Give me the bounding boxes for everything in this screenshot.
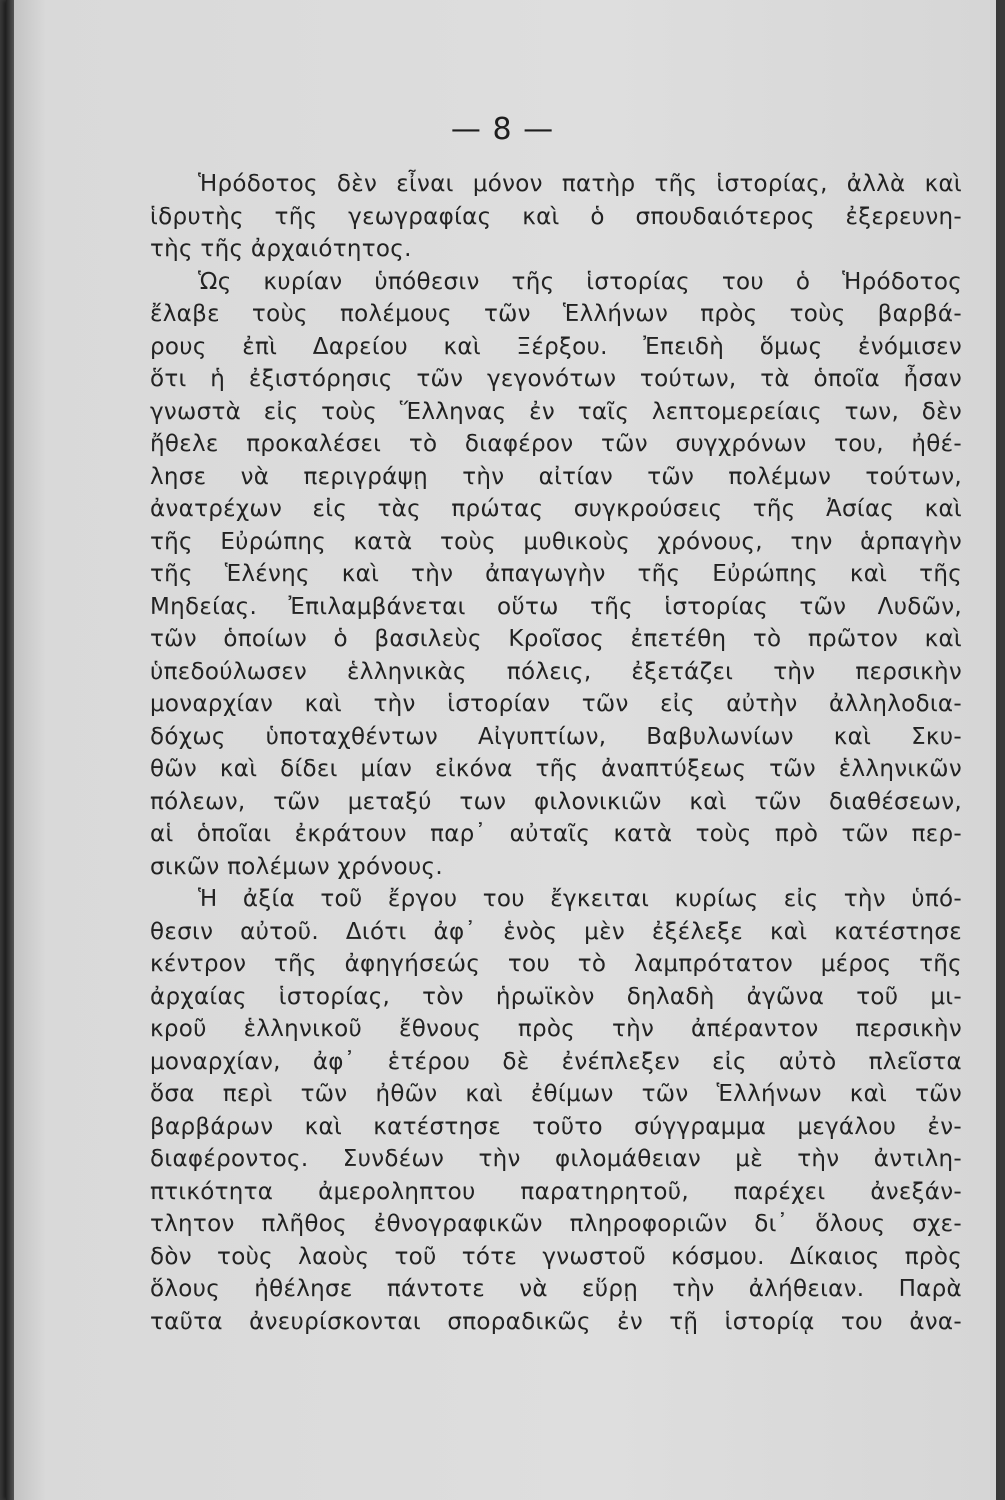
text-line: λησε νὰ περιγράψῃ τὴν αἰτίαν τῶν πολέμων τούτων, [150, 463, 962, 490]
text-line: Μηδείας. Ἐπιλαμβάνεται οὕτω τῆς ἱστορίας τῶν Λυδῶν, [150, 593, 962, 620]
text-line: ἤθελε προκαλέσει τὸ διαφέρον τῶν συγχρόνων του, ἠθέ- [150, 431, 962, 457]
text-line: διαφέροντος. Συνδέων τὴν φιλομάθειαν μὲ τὴν ἀντιλη- [150, 1146, 962, 1172]
text-line: τῆς Ἑλένης καὶ τὴν ἀπαγωγὴν τῆς Εὐρώπης καὶ τῆς [150, 561, 962, 587]
text-line: τῶν ὁποίων ὁ βασιλεὺς Κροῖσος ἐπετέθη τὸ πρῶτον καὶ [150, 626, 962, 652]
text-line: ὑπεδούλωσεν ἑλληνικὰς πόλεις, ἐξετάζει τὴν περσικὴν [150, 658, 962, 685]
text-line: γνωστὰ εἰς τοὺς Ἕλληνας ἐν ταῖς λεπτομερείαις των, δὲν [150, 398, 962, 425]
text-line: αἱ ὁποῖαι ἐκράτουν παρ᾿ αὐταῖς κατὰ τοὺς πρὸ τῶν περ- [150, 821, 962, 847]
text-line: ρους ἐπὶ Δαρείου καὶ Ξέρξου. Ἐπειδὴ ὅμως ἐνόμισεν [150, 333, 962, 360]
page-number: — 8 — [450, 112, 555, 147]
text-line: Ἡρόδοτος δὲν εἶναι μόνον πατὴρ τῆς ἱστορίας, ἀλλὰ καὶ [198, 171, 962, 197]
text-line: ὅτι ἡ ἐξιστόρησις τῶν γεγονότων τούτων, τὰ ὁποῖα ἦσαν [150, 366, 962, 392]
text-line: ἔλαβε τοὺς πολέμους τῶν Ἑλλήνων πρὸς τοὺς βαρβά- [150, 301, 962, 327]
text-line: μοναρχίαν, ἀφ᾿ ἑτέρου δὲ ἐνέπλεξεν εἰς αὐτὸ πλεῖστα [150, 1048, 962, 1075]
body-text [150, 168, 962, 1338]
text-line: πόλεων, τῶν μεταξύ των φιλονικιῶν καὶ τῶν διαθέσεων, [150, 788, 962, 815]
text-line: τλητον πλῆθος ἐθνογραφικῶν πληροφοριῶν δι᾿ ὅλους σχε- [150, 1211, 962, 1237]
text-line: σικῶν πολέμων χρόνους. [150, 853, 443, 880]
text-line: ἱδρυτὴς τῆς γεωγραφίας καὶ ὁ σπουδαιότερος ἐξερευνη- [150, 203, 962, 230]
text-line: τὴς τῆς ἀρχαιότητος. [150, 236, 412, 262]
text-line: βαρβάρων καὶ κατέστησε τοῦτο σύγγραμμα μεγάλου ἐν- [150, 1113, 962, 1140]
text-line: δὸν τοὺς λαοὺς τοῦ τότε γνωστοῦ κόσμου. Δίκαιος πρὸς [150, 1243, 962, 1270]
text-line: ἀνατρέχων εἰς τὰς πρώτας συγκρούσεις τῆς Ἀσίας καὶ [150, 496, 962, 522]
text-line: μοναρχίαν καὶ τὴν ἱστορίαν τῶν εἰς αὐτὴν ἀλληλοδια- [150, 691, 962, 717]
text-line: τῆς Εὐρώπης κατὰ τοὺς μυθικοὺς χρόνους, την ἁρπαγὴν [150, 528, 962, 555]
text-line: ὅλους ἠθέλησε πάντοτε νὰ εὕρῃ τὴν ἀλήθειαν. Παρὰ [150, 1276, 962, 1302]
text-line: ἀρχαίας ἱστορίας, τὸν ἡρωϊκὸν δηλαδὴ ἀγῶνα τοῦ μι- [150, 983, 962, 1010]
text-line: ταῦτα ἀνευρίσκονται σποραδικῶς ἐν τῇ ἱστορίᾳ του ἀνα- [150, 1308, 962, 1335]
text-line: δόχως ὑποταχθέντων Αἰγυπτίων, Βαβυλωνίων καὶ Σκυ- [150, 723, 962, 750]
text-line: κέντρον τῆς ἀφηγήσεώς του τὸ λαμπρότατον μέρος τῆς [150, 951, 962, 977]
text-line: Ἡ ἀξία τοῦ ἔργου του ἔγκειται κυρίως εἰς τὴν ὑπό- [198, 886, 962, 912]
page-spine-edge [6, 0, 14, 1500]
text-line: πτικότητα ἀμεροληπτου παρατηρητοῦ, παρέχει ἀνεξάν- [150, 1178, 962, 1205]
text-line: Ὡς κυρίαν ὑπόθεσιν τῆς ἱστορίας του ὁ Ἡρόδοτος [198, 268, 962, 295]
text-line: ὅσα περὶ τῶν ἠθῶν καὶ ἐθίμων τῶν Ἑλλήνων καὶ τῶν [150, 1081, 962, 1107]
text-line: θεσιν αὐτοῦ. Διότι ἀφ᾿ ἑνὸς μὲν ἐξέλεξε καὶ κατέστησε [150, 918, 962, 945]
text-line: θῶν καὶ δίδει μίαν εἰκόνα τῆς ἀναπτύξεως τῶν ἑλληνικῶν [150, 756, 962, 782]
text-line: κροῦ ἑλληνικοῦ ἔθνους πρὸς τὴν ἀπέραντον περσικὴν [150, 1016, 962, 1042]
